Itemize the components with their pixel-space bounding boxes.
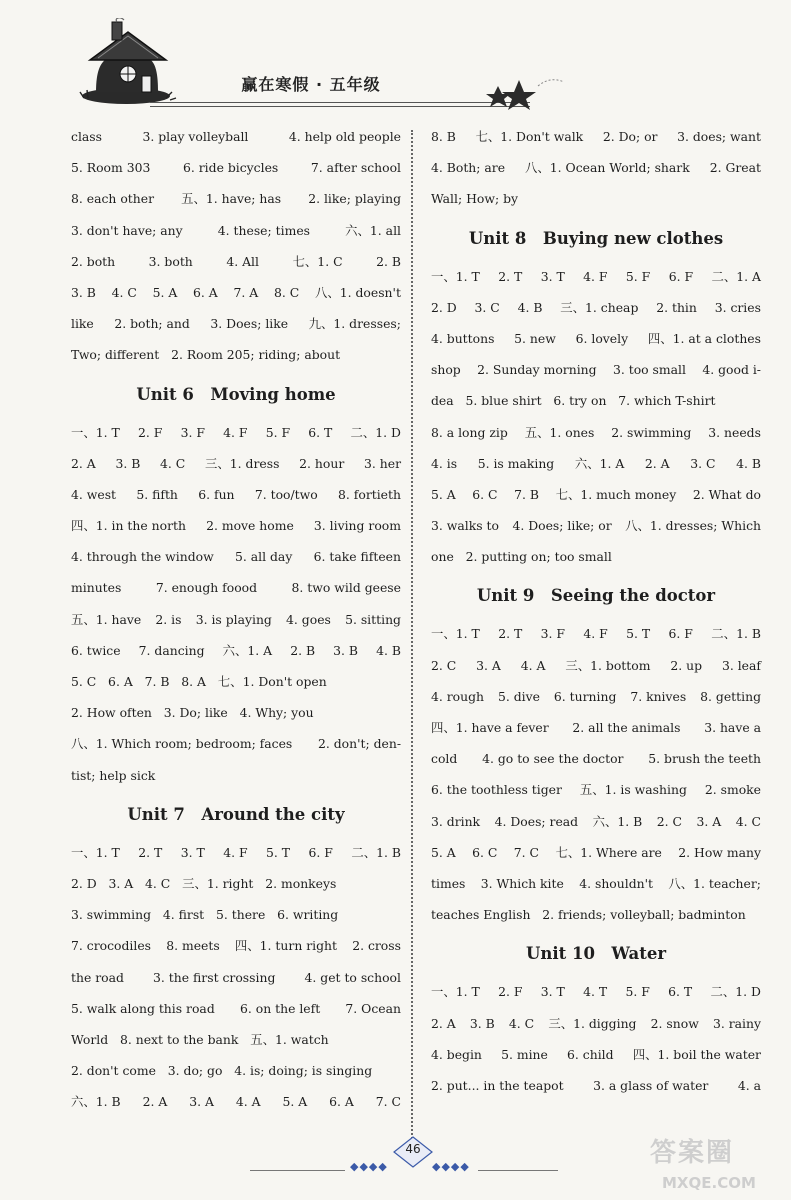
answer-line: 2. both 3. both 4. All 七、1. C 2. B [71, 253, 401, 269]
answer-line: minutes 7. enough foood 8. two wild geese [71, 580, 401, 596]
answer-line: 6. twice 7. dancing 六、1. A 2. B 3. B 4. B [71, 642, 401, 658]
answer-line: 3. swimming 4. first 5. there 6. writing [71, 907, 339, 923]
answer-line: 一、1. T 2. F 3. T 4. T 5. F 6. T 二、1. D [431, 984, 761, 1000]
answer-line: 5. walk along this road 6. on the left 7. Ocean [71, 1000, 401, 1016]
answer-line: 四、1. have a fever 2. all the animals 3. have a [431, 720, 761, 735]
answer-line: teaches English 2. friends; volleyball; badminton [431, 907, 746, 923]
answer-line: 8. a long zip 五、1. ones 2. swimming 3. needs [431, 424, 761, 440]
unit-heading: Unit 8 Buying new clothes [468, 228, 724, 248]
unit-heading: Unit 6 Moving home [136, 384, 336, 404]
answer-line: 2. don't come 3. do; go 4. is; doing; is singing [71, 1063, 373, 1079]
footer-line-right [478, 1170, 558, 1171]
answer-line: 5. C 6. A 7. B 8. A 七、1. Don't open [71, 674, 327, 689]
answer-line: dea 5. blue shirt 6. try on 7. which T-shirt [431, 393, 716, 409]
answer-line: 3. B 4. C 5. A 6. A 7. A 8. C 八、1. doesn't [71, 284, 401, 300]
answer-line: 2. How often 3. Do; like 4. Why; you [71, 705, 314, 721]
watermark-text: 答案圈 [650, 1138, 735, 1168]
header-title: 赢在寒假 · 五年级 [241, 75, 381, 94]
watermark-url: MXQE.COM [662, 1174, 756, 1192]
answer-line: 一、1. T 2. T 3. T 4. F 5. F 6. F 二、1. A [431, 268, 761, 284]
diamond-ornament-left-icon: ◆◆◆◆ [350, 1160, 388, 1173]
house-illustration-icon [78, 18, 178, 106]
answer-line: 5. A 6. C 7. C 七、1. Where are 2. How many [431, 844, 761, 860]
unit-heading: Unit 9 Seeing the doctor [476, 586, 716, 606]
answer-line: 八、1. Which room; bedroom; faces 2. don't; den- [71, 736, 401, 752]
answer-line: 6. the toothless tiger 五、1. is washing 2. smoke [431, 782, 761, 798]
left-answer-column [71, 121, 401, 1117]
answer-line: cold 4. go to see the doctor 5. brush the teeth [431, 751, 761, 767]
page-number: 46 [405, 1142, 421, 1156]
answer-line: 2. A 3. B 4. C 三、1. digging 2. snow 3. rainy [431, 1015, 761, 1031]
answer-line: 4. is 5. is making 六、1. A 2. A 3. C 4. B [431, 455, 761, 471]
answer-line: 2. D 3. C 4. B 三、1. cheap 2. thin 3. cries [431, 299, 761, 315]
answer-line: times 3. Which kite 4. shouldn't 八、1. teacher; [431, 875, 761, 891]
answer-line: 7. crocodiles 8. meets 四、1. turn right 2. cross [71, 938, 401, 954]
answer-line: 8. B 七、1. Don't walk 2. Do; or 3. does; want [431, 129, 761, 144]
page-header [0, 0, 791, 118]
footer-line-left [250, 1170, 345, 1171]
answer-line: one 2. putting on; too small [431, 549, 612, 565]
answer-line: 5. A 6. C 7. B 七、1. much money 2. What do [431, 486, 761, 502]
answer-line: 4. west 5. fifth 6. fun 7. too/two 8. fortieth [71, 486, 401, 502]
answer-line: 8. each other 五、1. have; has 2. like; playing [71, 191, 401, 207]
stars-ornament-icon [480, 72, 570, 112]
answer-line: 四、1. in the north 2. move home 3. living room [71, 518, 401, 534]
answer-line: 4. begin 5. mine 6. child 四、1. boil the water [431, 1046, 761, 1062]
unit-heading: Unit 7 Around the city [127, 804, 345, 824]
answer-line: class 3. play volleyball 4. help old people [71, 129, 401, 144]
answer-line: 2. put... in the teapot 3. a glass of water 4. a [431, 1077, 761, 1093]
answer-line: shop 2. Sunday morning 3. too small 4. good i- [431, 362, 761, 378]
answer-line: 3. drink 4. Does; read 六、1. B 2. C 3. A 4. C [431, 813, 761, 829]
answer-line: 五、1. have 2. is 3. is playing 4. goes 5. sitting [71, 611, 401, 627]
answer-line: 3. don't have; any 4. these; times 六、1. all [71, 222, 401, 238]
answer-line: 5. Room 303 6. ride bicycles 7. after school [71, 160, 401, 176]
column-divider [411, 130, 413, 1150]
answer-line: the road 3. the first crossing 4. get to school [71, 969, 401, 985]
answer-line: tist; help sick [71, 767, 156, 783]
answer-line: 一、1. T 2. F 3. F 4. F 5. F 6. T 二、1. D [71, 424, 401, 440]
answer-line: like 2. both; and 3. Does; like 九、1. dresses; [71, 316, 401, 332]
answer-line: 六、1. B 2. A 3. A 4. A 5. A 6. A 7. C [71, 1094, 401, 1110]
answer-line: 4. Both; are 八、1. Ocean World; shark 2. Great [431, 160, 761, 176]
right-answer-column [431, 121, 761, 1101]
answer-line: 3. walks to 4. Does; like; or 八、1. dresses; Which [431, 518, 761, 534]
answer-line: 4. through the window 5. all day 6. take fifteen [71, 549, 401, 565]
answer-line: 4. buttons 5. new 6. lovely 四、1. at a clothes [431, 330, 761, 346]
answer-line: 一、1. T 2. T 3. T 4. F 5. T 6. F 二、1. B [71, 844, 401, 860]
site-watermark [640, 1130, 790, 1200]
answer-line: 2. C 3. A 4. A 三、1. bottom 2. up 3. leaf [431, 657, 761, 673]
answer-line: 4. rough 5. dive 6. turning 7. knives 8. getting [431, 688, 761, 704]
answer-line: Wall; How; by [431, 191, 518, 207]
answer-line: Two; different 2. Room 205; riding; about [71, 347, 341, 363]
diamond-ornament-right-icon: ◆◆◆◆ [432, 1160, 470, 1173]
answer-line: 2. D 3. A 4. C 三、1. right 2. monkeys [71, 875, 337, 891]
answer-line: World 8. next to the bank 五、1. watch [71, 1031, 329, 1047]
answer-line: 一、1. T 2. T 3. F 4. F 5. T 6. F 二、1. B [431, 626, 761, 642]
unit-heading: Unit 10 Water [525, 944, 667, 964]
answer-line: 2. A 3. B 4. C 三、1. dress 2. hour 3. her [71, 455, 401, 471]
header-rule [150, 102, 530, 107]
